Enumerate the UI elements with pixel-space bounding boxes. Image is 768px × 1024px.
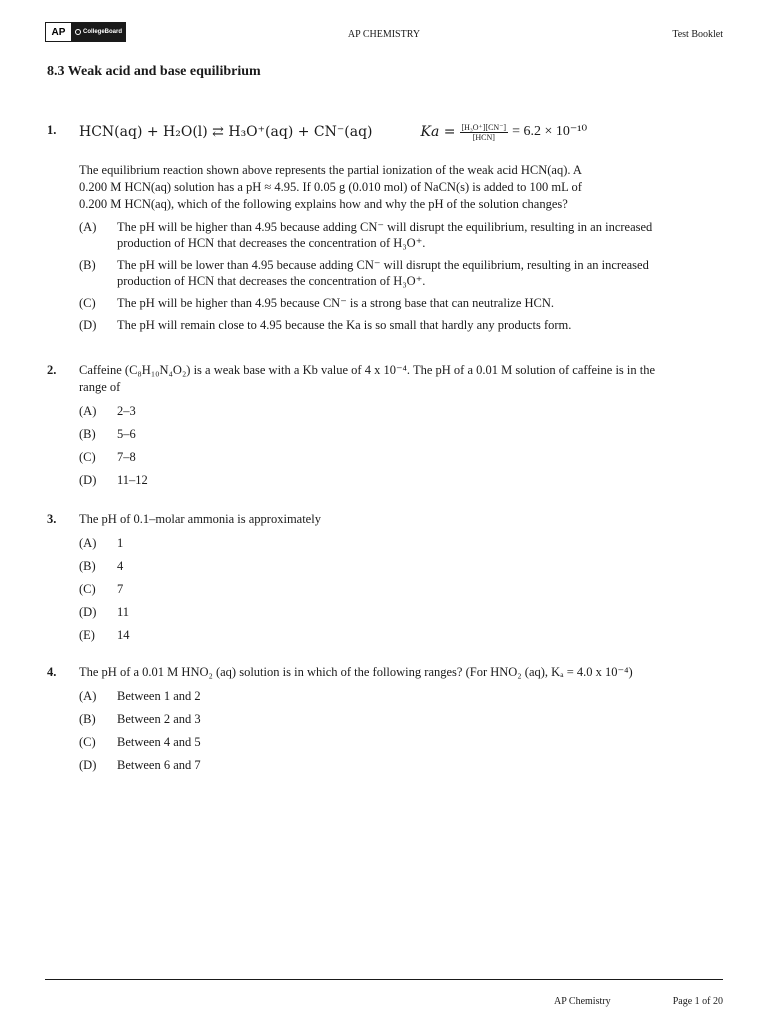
option-letter: (D) [79,473,97,487]
section-title: 8.3 Weak acid and base equilibrium [47,64,261,79]
ka-denominator: [HCN] [472,132,495,142]
answer-option-d[interactable] [79,757,723,773]
option-text: The pH will remain close to 4.95 because the Ka is so small that hardly any products form. [117,318,572,332]
option-text: 4 [117,559,124,573]
answer-option-c[interactable] [79,295,723,311]
question-2 [47,362,723,488]
question-number: 4. [47,665,57,679]
footer-divider [45,979,723,980]
footer-course: AP Chemistry [554,996,611,1007]
answer-options [79,219,723,333]
option-text: 2–3 [117,404,136,418]
answer-options [79,535,723,643]
option-text: 14 [117,628,130,642]
option-letter: (A) [79,404,97,418]
option-text: Between 6 and 7 [117,758,201,772]
option-text [117,219,723,251]
ka-value: = 6.2 × 10⁻¹⁰ [512,124,588,139]
question-stem [79,511,723,528]
answer-options [79,688,723,773]
answer-option-a[interactable] [79,403,723,419]
option-letter: (B) [79,258,96,272]
answer-option-b[interactable] [79,558,723,574]
stem-line: 0.200 M HCN(aq) solution has a pH ≈ 4.95. If 0.05 g (0.010 mol) of NaCN(s) is added to 100 mL of [79,180,582,194]
logo-cb-text: CollegeBoard [82,29,122,35]
option-letter: (B) [79,559,96,573]
answer-option-a[interactable] [79,535,723,551]
question-stem [79,162,723,213]
equilibrium-equation [79,122,723,142]
option-line: The pH will be lower than 4.95 because adding CN⁻ will disrupt the equilibrium, resulting in an increased [117,258,649,272]
stem-line: The pH of a 0.01 M HNO₂ (aq) solution is in which of the following ranges? (For HNO₂ (aq), Kₐ = 4.0 x 10⁻⁴) [79,665,633,679]
answer-option-d[interactable] [79,472,723,488]
option-text [117,257,723,289]
option-line: production of HCN that decreases the concentration of H₃O⁺. [117,236,426,250]
option-letter: (A) [79,536,97,550]
option-letter: (C) [79,450,96,464]
logo-ap-text: AP [46,23,72,41]
ka-expression [421,123,588,142]
option-letter: (C) [79,582,96,596]
question-number: 2. [47,363,57,377]
answer-option-b[interactable] [79,711,723,727]
answer-option-b[interactable] [79,257,723,289]
option-text: Between 2 and 3 [117,712,201,726]
ka-label: Ka = [420,124,456,140]
answer-option-b[interactable] [79,426,723,442]
option-text: The pH will be higher than 4.95 because CN⁻ is a strong base that can neutralize HCN. [117,296,555,310]
option-letter: (C) [79,735,96,749]
answer-option-e[interactable] [79,627,723,643]
option-letter: (D) [79,605,97,619]
option-letter: (B) [79,427,96,441]
answer-option-c[interactable] [79,581,723,597]
option-text: Between 1 and 2 [117,689,201,703]
answer-option-a[interactable] [79,219,723,251]
option-line: The pH will be higher than 4.95 because adding CN⁻ will disrupt the equilibrium, resulting in an increased [117,220,653,234]
header-booklet-label: Test Booklet [672,29,723,40]
question-3 [47,511,723,643]
option-letter: (C) [79,296,96,310]
option-letter: (E) [79,628,95,642]
question-stem [79,664,723,681]
answer-option-a[interactable] [79,688,723,704]
header-title: AP CHEMISTRY [347,29,421,40]
option-line: production of HCN that decreases the concentration of H₃O⁺. [117,274,426,288]
option-text: 7–8 [117,450,136,464]
answer-options [79,403,723,488]
answer-option-d[interactable] [79,317,723,333]
option-letter: (D) [79,758,97,772]
footer-page-number: Page 1 of 20 [672,996,723,1007]
ka-numerator: [H₃O⁺][CN⁻] [461,122,507,132]
answer-option-c[interactable] [79,449,723,465]
option-letter: (D) [79,318,97,332]
question-4 [47,664,723,773]
stem-line: The equilibrium reaction shown above represents the partial ionization of the weak acid HCN(aq). A [79,163,582,177]
question-stem [79,362,723,396]
answer-option-d[interactable] [79,604,723,620]
option-letter: (A) [79,220,97,234]
question-1 [47,122,723,333]
option-text: 5–6 [117,427,136,441]
question-number: 1. [47,123,57,137]
option-letter: (A) [79,689,97,703]
option-text: Between 4 and 5 [117,735,201,749]
stem-line: 0.200 M HCN(aq), which of the following explains how and why the pH of the solution changes? [79,197,568,211]
option-text: 11–12 [117,473,148,487]
ka-fraction [460,123,509,142]
answer-option-c[interactable] [79,734,723,750]
reaction-equation: HCN(aq) + H₂O(l) ⇄ H₃O⁺(aq) + CN⁻(aq) [79,124,373,140]
stem-line: range of [79,380,121,394]
option-letter: (B) [79,712,96,726]
option-text: 11 [117,605,130,619]
option-text: 1 [117,536,124,550]
stem-line: Caffeine (C₈H₁₀N₄O₂) is a weak base with a Kb value of 4 x 10⁻⁴. The pH of a 0.01 M solution of caffeine is in the [79,363,656,377]
stem-line: The pH of 0.1–molar ammonia is approximately [79,512,321,526]
question-number: 3. [47,512,57,526]
option-text: 7 [117,582,124,596]
